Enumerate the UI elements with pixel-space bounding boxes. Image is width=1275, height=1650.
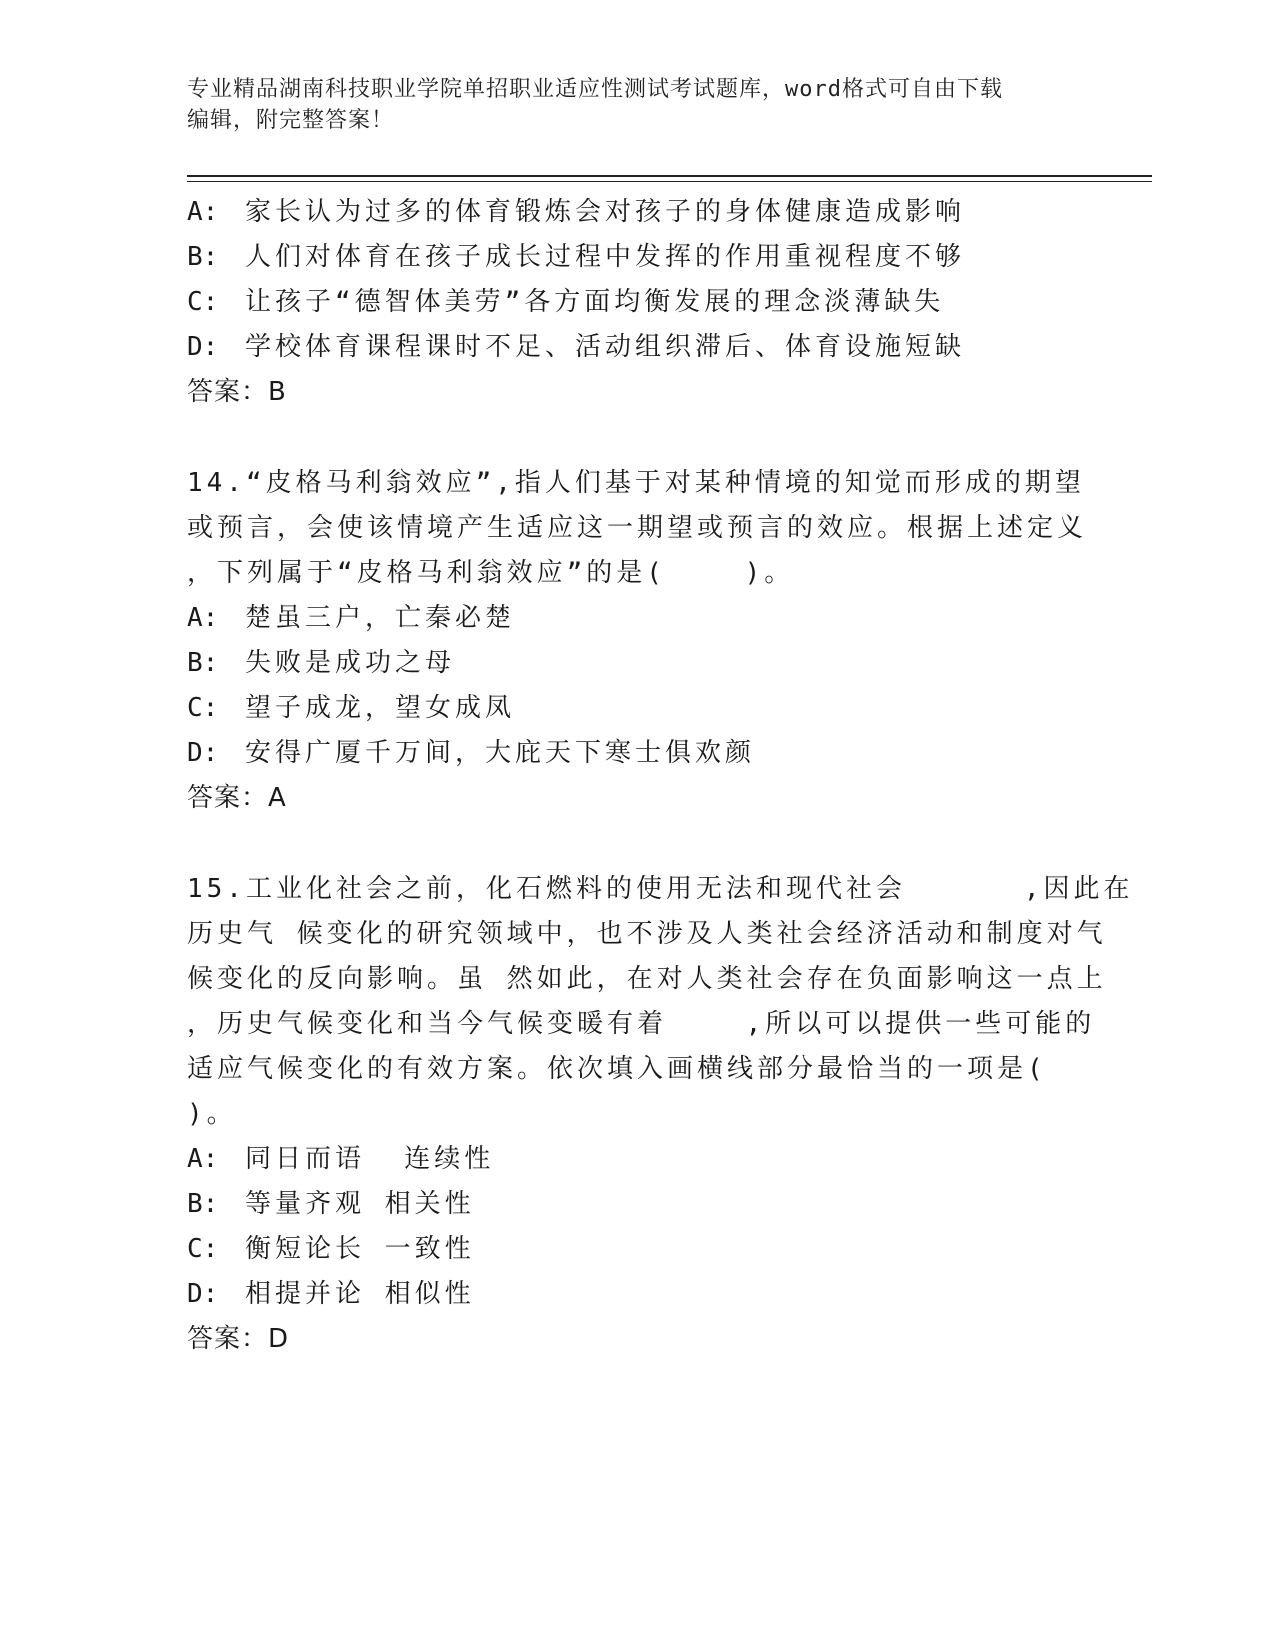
option-text: 安得广厦千万间，大庇天下寒士俱欢颜 (245, 738, 756, 768)
option-c (187, 280, 1087, 325)
spacer (187, 415, 1087, 461)
option-letter: A: (187, 603, 219, 633)
question-15 (187, 867, 1134, 1362)
option-letter: C: (187, 1234, 219, 1264)
question-stem-line: 或预言，会使该情境产生适应这一期望或预言的效应。根据上述定义 (187, 513, 1088, 543)
option-text: 衡短论长 一致性 (245, 1234, 475, 1264)
option-letter: D: (187, 738, 219, 768)
question-stem-line: 14.“皮格马利翁效应”,指人们基于对某种情境的知觉而形成的期望 (187, 468, 1085, 498)
option-letter: C: (187, 287, 219, 317)
option-text: 相提并论 相似性 (245, 1279, 475, 1309)
option-letter: B: (187, 1189, 219, 1219)
option-text: 家长认为过多的体育锻炼会对孩子的身体健康造成影响 (245, 197, 966, 227)
header-line-1: 专业精品湖南科技职业学院单招职业适应性测试考试题库，word格式可自由下载 (187, 77, 1003, 102)
header-line-2: 编辑，附完整答案！ (187, 108, 395, 133)
option-letter: D: (187, 332, 219, 362)
option-letter: A: (187, 1144, 219, 1174)
header-divider-thin (187, 181, 1152, 182)
option-letter: D: (187, 1279, 219, 1309)
question-stem-line: ，下列属于“皮格马利翁效应”的是( )。 (187, 558, 795, 588)
option-letter: A: (187, 197, 219, 227)
question-stem-line: 历史气 候变化的研究领域中，也不涉及人类社会经济活动和制度对气 (187, 919, 1107, 949)
option-b (187, 235, 1087, 280)
question-13 (187, 190, 1087, 415)
header-divider-thick (187, 175, 1152, 177)
option-text: 同日而语 连续性 (245, 1144, 495, 1174)
option-text: 失败是成功之母 (245, 648, 456, 678)
option-d (187, 325, 1087, 370)
option-text: 楚虽三户，亡秦必楚 (245, 603, 516, 633)
question-14 (187, 461, 1087, 821)
option-text: 望子成龙，望女成凤 (245, 693, 516, 723)
option-a (187, 190, 1087, 235)
option-a (187, 596, 1087, 641)
option-letter: C: (187, 693, 219, 723)
document-header (187, 74, 1067, 136)
option-letter: B: (187, 242, 219, 272)
question-stem-line: 候变化的反向影响。虽 然如此，在对人类社会存在负面影响这一点上 (187, 964, 1107, 994)
option-letter: B: (187, 648, 219, 678)
option-text: 人们对体育在孩子成长过程中发挥的作用重视程度不够 (245, 242, 966, 272)
answer-line: 答案：B (187, 377, 287, 407)
document-body (187, 190, 1134, 1362)
question-stem-line: 适应气候变化的有效方案。依次填入画横线部分最恰当的一项是( (187, 1054, 1047, 1084)
option-c (187, 686, 1087, 731)
answer-line: 答案：A (187, 783, 287, 813)
option-d (187, 731, 1087, 776)
question-stem-line: 15.工业化社会之前，化石燃料的使用无法和现代社会 ,因此在 (187, 874, 1134, 904)
option-c (187, 1227, 1087, 1272)
question-stem-line: ，历史气候变化和当今气候变暖有着 ,所以可以提供一些可能的 (187, 1009, 1096, 1039)
option-a (187, 1137, 1087, 1182)
spacer (187, 821, 1087, 867)
option-text: 等量齐观 相关性 (245, 1189, 475, 1219)
option-text: 学校体育课程课时不足、活动组织滞后、体育设施短缺 (245, 332, 966, 362)
option-text: 让孩子“德智体美劳”各方面均衡发展的理念淡薄缺失 (245, 287, 945, 317)
answer-line: 答案：D (187, 1324, 290, 1354)
option-d (187, 1272, 1087, 1317)
option-b (187, 641, 1087, 686)
option-b (187, 1182, 1087, 1227)
question-stem-line: )。 (187, 1099, 237, 1129)
